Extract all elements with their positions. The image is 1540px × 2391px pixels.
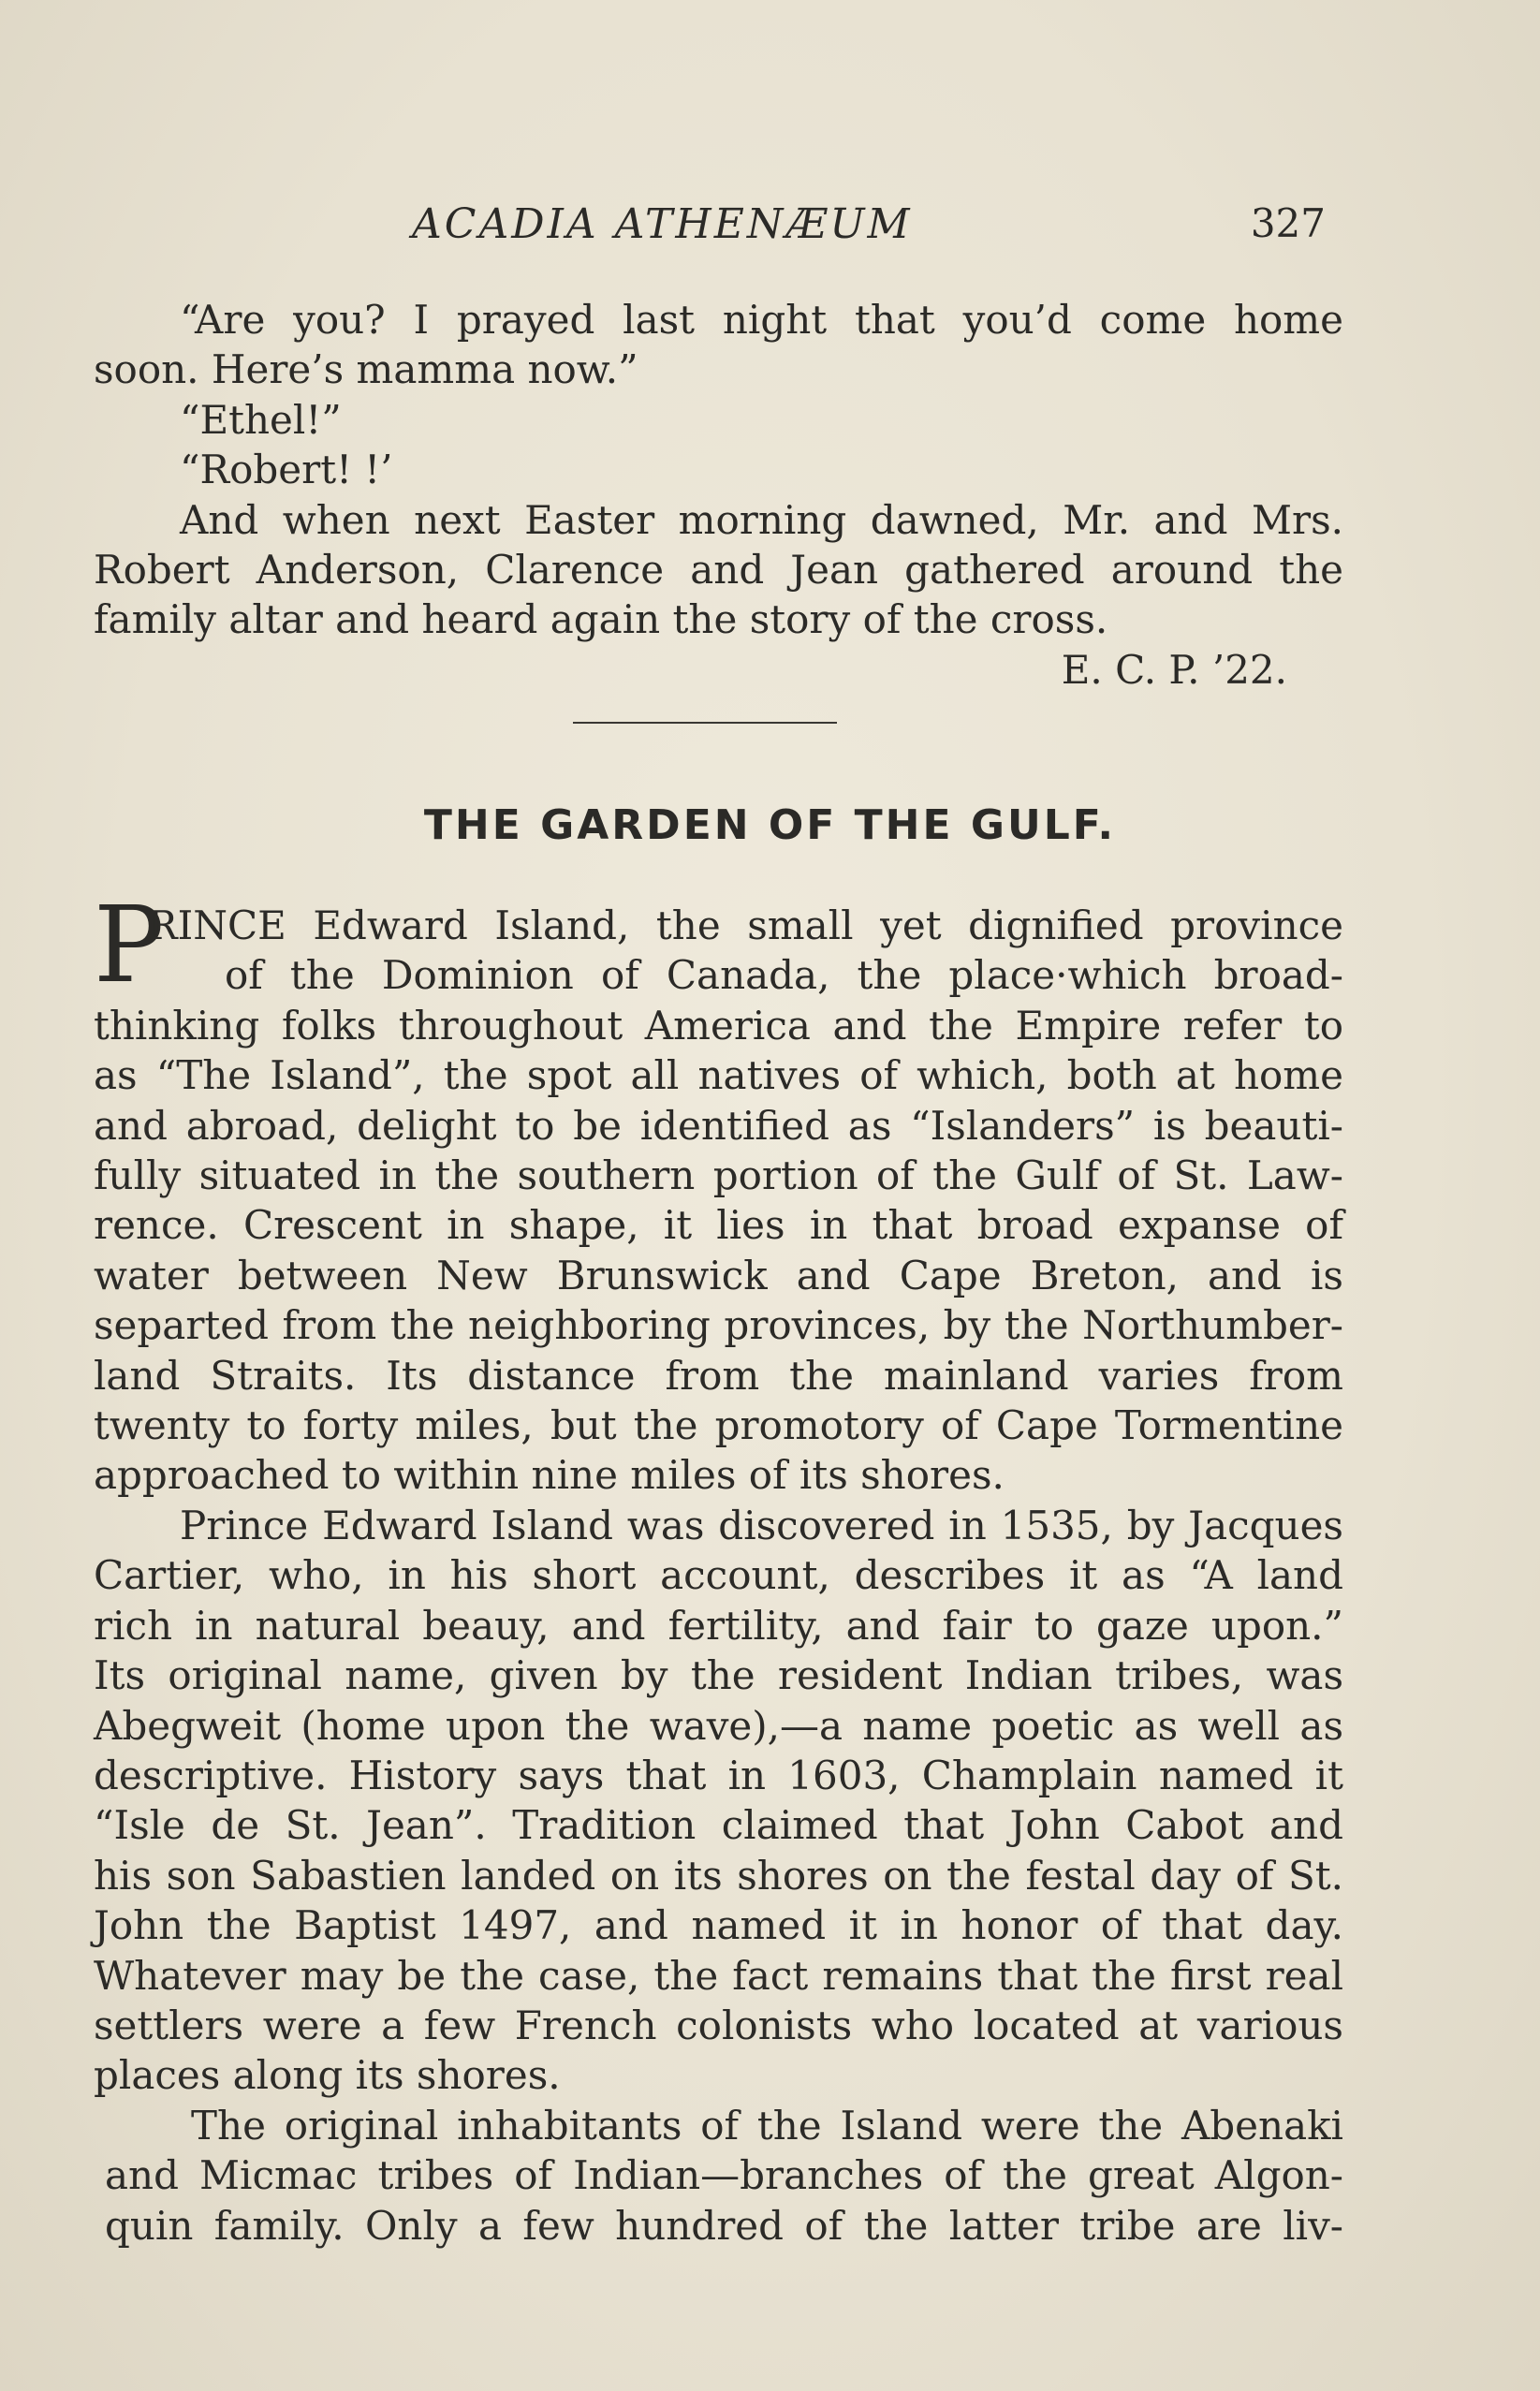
text-line: rence. Crescent in shape, it lies in that broad expanse of <box>94 1202 1343 1249</box>
text-line: fully situated in the southern portion of the Gulf of St. Law- <box>94 1151 1343 1198</box>
author-signature: E. C. P. ’22. <box>1061 646 1287 693</box>
text-line: as “The Island”, the spot all natives of which, both at home <box>94 1052 1343 1099</box>
text-line: land Straits. Its distance from the mainland varies from <box>94 1352 1343 1399</box>
text-line: of the Dominion of Canada, the place·which broad- <box>225 952 1343 999</box>
text-line: Its original name, given by the resident Indian tribes, was <box>94 1652 1343 1699</box>
text-line: his son Sabastien landed on its shores on the festal day of St. <box>94 1852 1343 1899</box>
text-line: thinking folks throughout America and the Empire refer to <box>94 1002 1343 1049</box>
text-line: The original inhabitants of the Island were the Abenaki <box>191 2103 1343 2149</box>
text-line: and abroad, delight to be identified as “Islanders” is beauti- <box>94 1102 1343 1149</box>
page-number: 327 <box>1250 200 1326 246</box>
text-line: “Robert! !’ <box>180 447 393 493</box>
drop-cap: P <box>94 885 165 1006</box>
section-divider <box>573 722 837 724</box>
text-line: family altar and heard again the story of the cross. <box>94 596 1108 643</box>
text-line: “Isle de St. Jean”. Tradition claimed that John Cabot and <box>94 1802 1343 1849</box>
text-line: Cartier, who, in his short account, describes it as “A land <box>94 1552 1343 1599</box>
text-line: twenty to forty miles, but the promotory of Cape Tormentine <box>94 1401 1343 1448</box>
text-line: And when next Easter morning dawned, Mr. and Mrs. <box>180 496 1343 543</box>
text-line: Whatever may be the case, the fact remains that the first real <box>94 1952 1343 1999</box>
text-line: RINCE Edward Island, the small yet dignified province <box>148 902 1343 948</box>
text-line: rich in natural beauy, and fertility, and fair to gaze upon.” <box>94 1602 1343 1649</box>
article-paragraph-3 <box>105 2101 1343 2251</box>
text-line: Abegweit (home upon the wave),—a name poetic as well as <box>94 1702 1343 1749</box>
text-line: descriptive. History says that in 1603, Champlain named it <box>94 1752 1343 1798</box>
page-header <box>412 200 1348 257</box>
text-line: places along its shores. <box>94 2052 561 2099</box>
text-line: quin family. Only a few hundred of the latter tribe are liv- <box>105 2202 1343 2249</box>
article-paragraph-2 <box>94 1501 1343 2101</box>
article-title: THE GARDEN OF THE GULF. <box>423 801 1117 849</box>
text-line: water between New Brunswick and Cape Breton, and is <box>94 1252 1343 1298</box>
text-line: “Ethel!” <box>180 396 342 443</box>
text-line: approached to within nine miles of its shores. <box>94 1452 1005 1499</box>
text-line: Robert Anderson, Clarence and Jean gathered around the <box>94 546 1343 593</box>
text-line: Prince Edward Island was discovered in 1535, by Jacques <box>180 1503 1343 1548</box>
text-line: settlers were a few French colonists who located at various <box>94 2002 1343 2048</box>
running-title: ACADIA ATHENÆUM <box>412 200 913 248</box>
text-line: separted from the neighboring provinces, by the Northumber- <box>94 1302 1343 1349</box>
story-ending <box>94 295 1343 695</box>
text-line: and Micmac tribes of Indian—branches of the great Algon- <box>105 2152 1343 2199</box>
text-line: soon. Here’s mamma now.” <box>94 346 638 393</box>
text-line: John the Baptist 1497, and named it in honor of that day. <box>94 1902 1343 1949</box>
text-line: “Are you? I prayed last night that you’d come home <box>180 297 1343 343</box>
article-paragraph-1 <box>94 885 1343 1501</box>
